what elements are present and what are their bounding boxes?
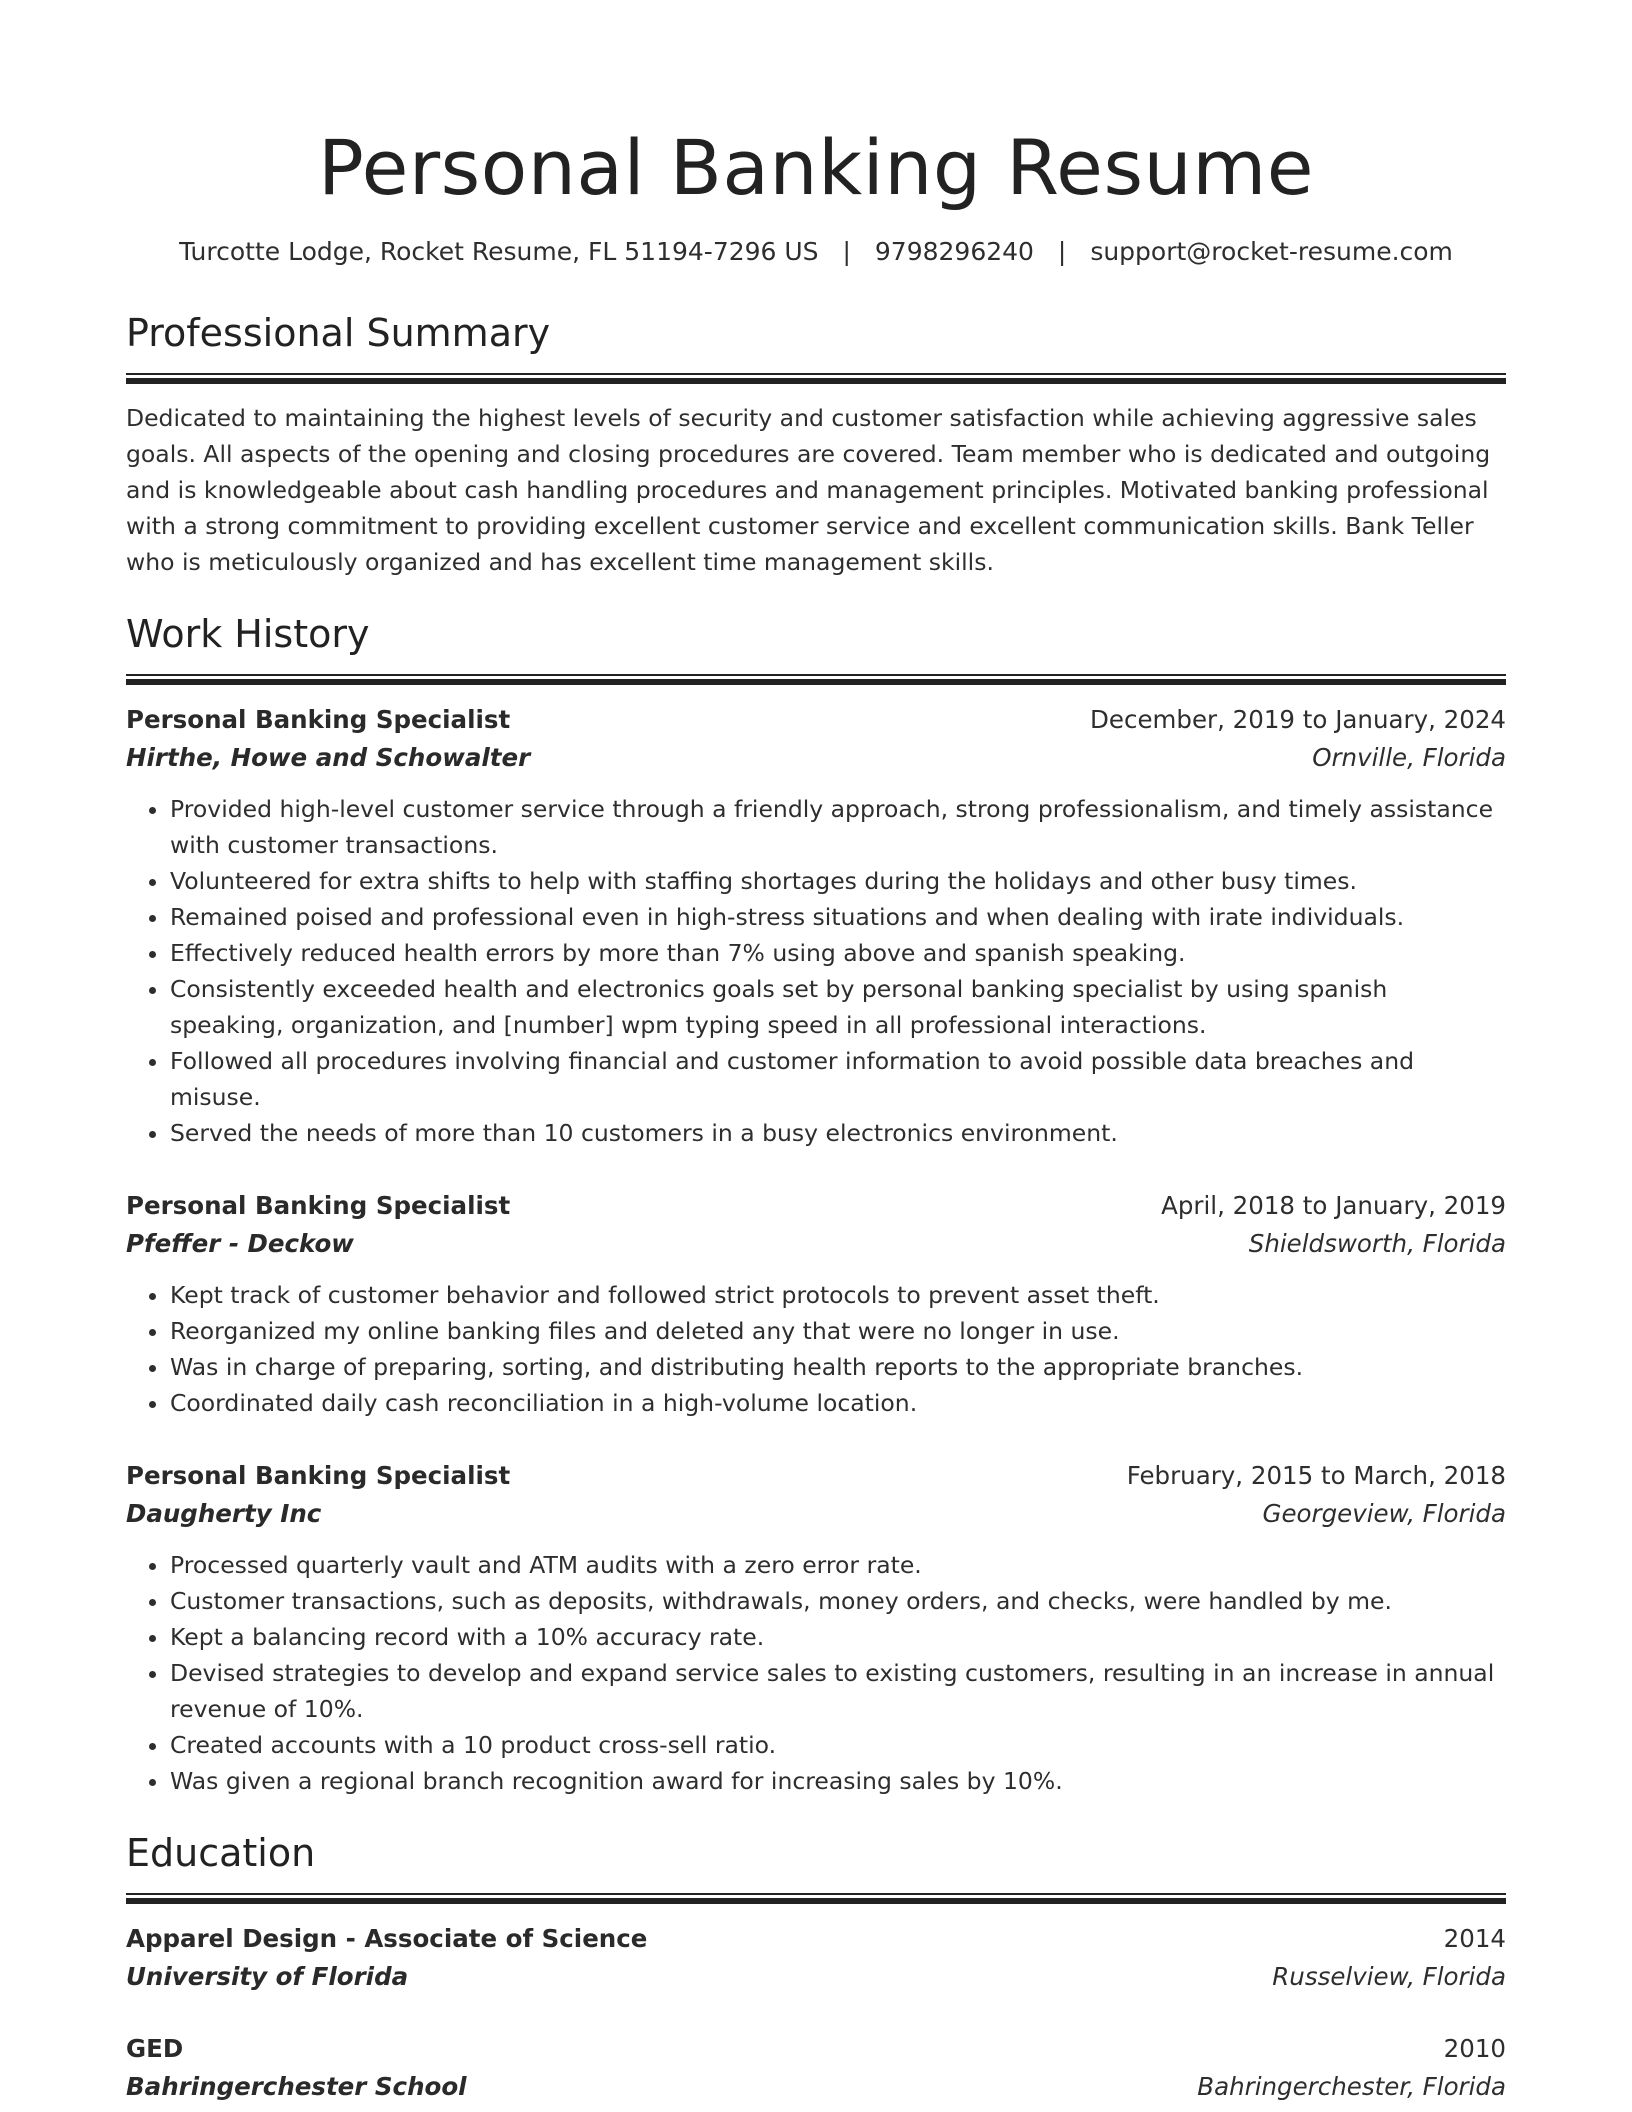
contact-email: support@rocket-resume.com (1090, 237, 1453, 266)
education-year: 2014 (1443, 1924, 1506, 1953)
education-school-row (126, 2068, 1506, 2106)
job-bullets (126, 791, 1506, 1151)
education-entry (126, 1920, 1506, 1996)
job-title: Personal Banking Specialist (126, 705, 511, 734)
summary-section (126, 309, 1506, 580)
job-company-row (126, 739, 1506, 777)
job-entry (126, 1457, 1506, 1799)
job-bullet: • Was given a regional branch recognition award for increasing sales by 10%. (170, 1763, 1506, 1799)
job-location: Georgeview, Florida (1262, 1499, 1506, 1528)
job-bullet: • Devised strategies to develop and expand service sales to existing customers, resulting in an increase in annual revenue of 10%. (170, 1655, 1506, 1727)
job-bullet: • Created accounts with a 10 product cross-sell ratio. (170, 1727, 1506, 1763)
contact-phone: 9798296240 (874, 237, 1034, 266)
work-history-section (126, 610, 1506, 1799)
education-school-row (126, 1958, 1506, 1996)
job-header-row (126, 1457, 1506, 1495)
section-heading-summary: Professional Summary (126, 311, 551, 355)
section-heading-education: Education (126, 1831, 316, 1875)
job-bullet: • Remained poised and professional even in high-stress situations and when dealing with irate individuals. (170, 899, 1506, 935)
job-bullet: • Was in charge of preparing, sorting, and distributing health reports to the appropriate branches. (170, 1349, 1506, 1385)
job-bullet: • Reorganized my online banking files and deleted any that were no longer in use. (170, 1313, 1506, 1349)
job-location: Shieldsworth, Florida (1248, 1229, 1506, 1258)
job-title: Personal Banking Specialist (126, 1191, 511, 1220)
education-school: University of Florida (126, 1962, 409, 1991)
job-bullet: • Followed all procedures involving financial and customer information to avoid possible data breaches and misuse. (170, 1043, 1506, 1115)
job-bullet: • Provided high-level customer service through a friendly approach, strong professionalism, and timely assistance with customer transactions. (170, 791, 1506, 863)
education-location: Bahringerchester, Florida (1197, 2072, 1506, 2101)
job-title: Personal Banking Specialist (126, 1461, 511, 1490)
job-header-row (126, 1187, 1506, 1225)
job-company: Hirthe, Howe and Schowalter (126, 743, 531, 772)
resume-title: Personal Banking Resume (317, 123, 1314, 212)
education-year: 2010 (1443, 2034, 1506, 2063)
education-degree: Apparel Design - Associate of Science (126, 1924, 648, 1953)
summary-text: Dedicated to maintaining the highest levels of security and customer satisfaction while achieving aggressive sales goals. All aspects of the opening and closing procedures are covered. Team member who is dedicated and outgoing and is knowledgeable about cash handling procedures and management principles. Motivated banking professional with a strong commitment to providing excellent customer service and excellent communication skills. Bank Teller who is meticulously organized and has excellent time management skills. (126, 404, 1491, 576)
job-company-row (126, 1225, 1506, 1263)
job-bullet: • Coordinated daily cash reconciliation in a high-volume location. (170, 1385, 1506, 1421)
job-dates: February, 2015 to March, 2018 (1126, 1461, 1506, 1490)
job-entry (126, 1187, 1506, 1421)
job-bullet: • Consistently exceeded health and electronics goals set by personal banking specialist by using spanish speaking, organization, and [number] wpm typing speed in all professional interactions. (170, 971, 1506, 1043)
education-header-row (126, 2030, 1506, 2068)
job-dates: December, 2019 to January, 2024 (1090, 705, 1506, 734)
job-bullet: • Customer transactions, such as deposits, withdrawals, money orders, and checks, were handled by me. (170, 1583, 1506, 1619)
education-degree: GED (126, 2034, 184, 2063)
job-company: Daugherty Inc (126, 1499, 322, 1528)
job-header-row (126, 701, 1506, 739)
education-header-row (126, 1920, 1506, 1958)
section-heading-work-history: Work History (126, 612, 370, 656)
job-bullet: • Kept a balancing record with a 10% accuracy rate. (170, 1619, 1506, 1655)
education-school: Bahringerchester School (126, 2072, 467, 2101)
section-divider (126, 674, 1506, 685)
section-divider (126, 1893, 1506, 1904)
education-location: Russelview, Florida (1272, 1962, 1506, 1991)
contact-separator: | (842, 237, 851, 266)
section-divider (126, 373, 1506, 384)
job-bullet: • Volunteered for extra shifts to help with staffing shortages during the holidays and other busy times. (170, 863, 1506, 899)
job-company: Pfeffer - Deckow (126, 1229, 354, 1258)
job-bullet: • Served the needs of more than 10 customers in a busy electronics environment. (170, 1115, 1506, 1151)
job-location: Ornville, Florida (1312, 743, 1506, 772)
job-company-row (126, 1495, 1506, 1533)
education-entry (126, 2030, 1506, 2106)
education-section (126, 1829, 1506, 2106)
job-bullet: • Effectively reduced health errors by more than 7% using above and spanish speaking. (170, 935, 1506, 971)
job-bullets (126, 1547, 1506, 1799)
job-entry (126, 701, 1506, 1151)
contact-line (126, 235, 1506, 269)
contact-address: Turcotte Lodge, Rocket Resume, FL 51194-7296 US (179, 237, 819, 266)
job-bullet: • Kept track of customer behavior and followed strict protocols to prevent asset theft. (170, 1277, 1506, 1313)
job-bullet: • Processed quarterly vault and ATM audits with a zero error rate. (170, 1547, 1506, 1583)
job-bullets (126, 1277, 1506, 1421)
contact-separator: | (1057, 237, 1067, 266)
job-dates: April, 2018 to January, 2019 (1161, 1191, 1506, 1220)
